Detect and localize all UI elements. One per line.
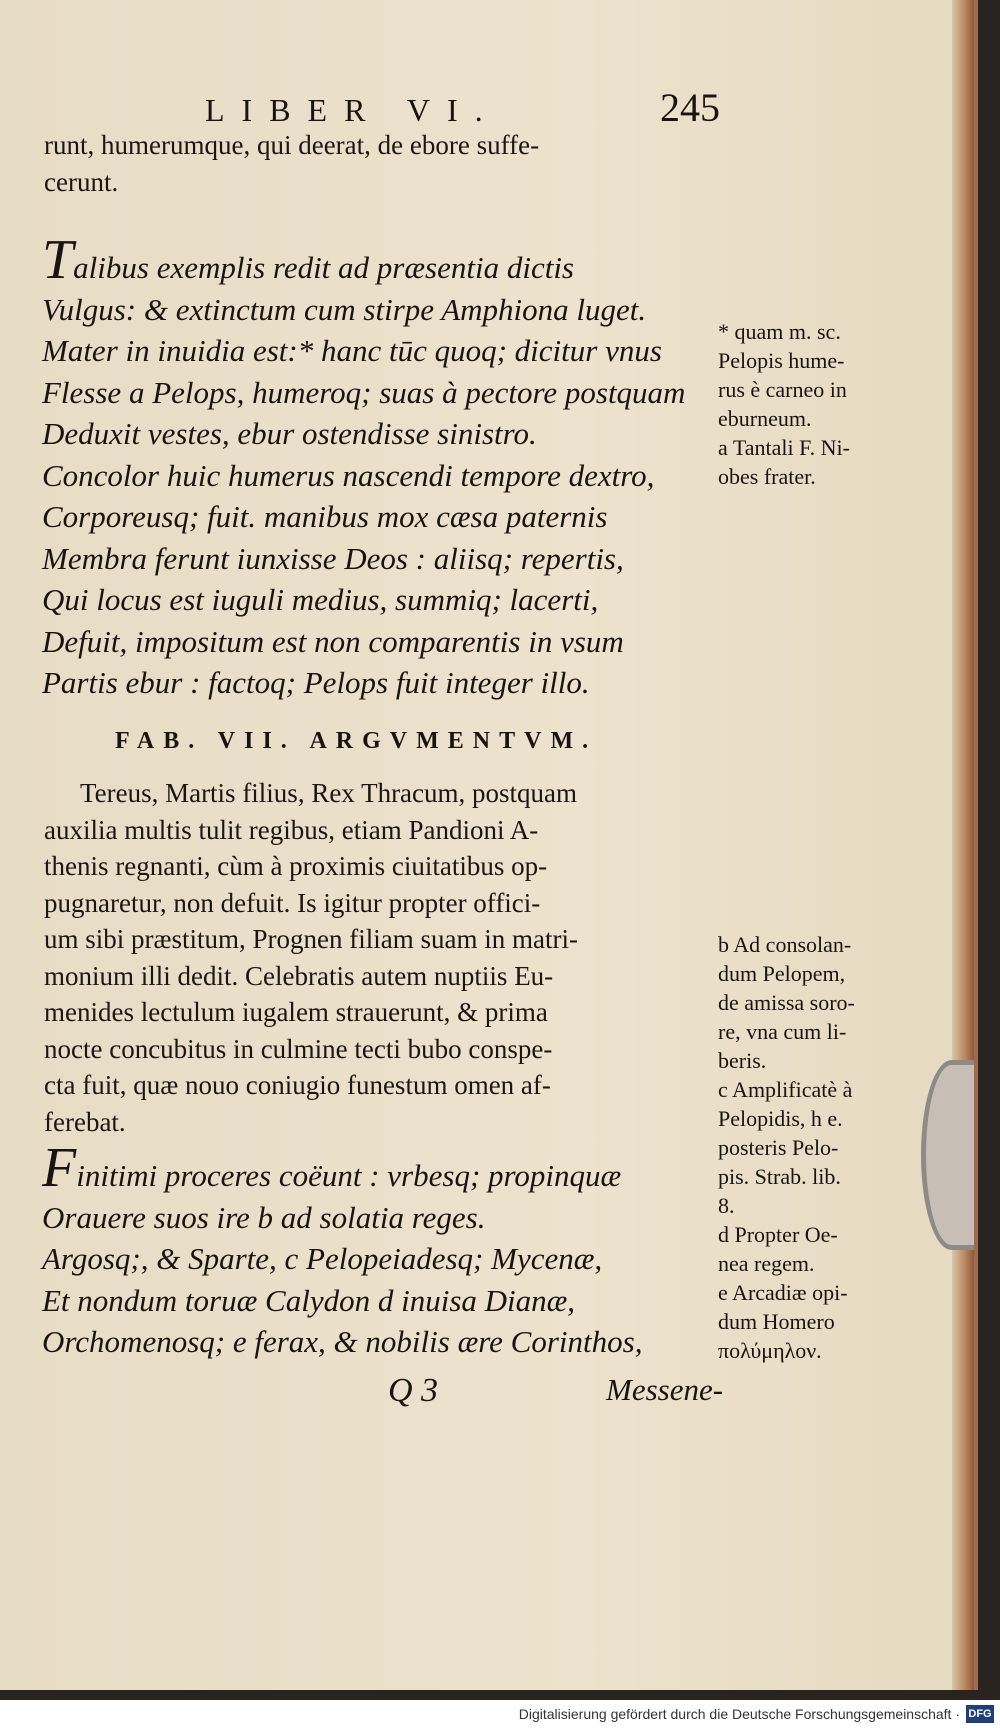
argument-line: nocte concubitus in culmine tecti bubo conspe- — [44, 1033, 553, 1064]
margin-note: pis. Strab. lib. — [718, 1164, 841, 1189]
verse-line: Mater in inuidia est:* hanc tūc quoq; dicitur vnus — [42, 333, 662, 368]
margin-note: dum Pelopem, — [718, 961, 846, 986]
margin-note: dum Homero — [718, 1309, 835, 1334]
margin-note: πολύμηλον. — [718, 1338, 822, 1363]
margin-note: Pelopidis, h e. — [718, 1106, 843, 1131]
argument-line: monium illi dedit. Celebratis autem nuptiis Eu- — [44, 960, 554, 991]
margin-notes-2 — [718, 930, 913, 1365]
page-number: 245 — [660, 85, 720, 130]
verse-line: Et nondum toruæ Calydon d inuisa Dianæ, — [42, 1282, 576, 1318]
margin-note: beris. — [718, 1048, 767, 1073]
argument-line: Tereus, Martis filius, Rex Thracum, postquam — [80, 778, 578, 808]
verse-line: Partis ebur : factoq; Pelops fuit integer illo. — [42, 665, 590, 700]
margin-note: d Propter Oe- — [718, 1222, 838, 1247]
running-head-title: LIBER VI. — [205, 92, 500, 128]
signature-mark: Q 3 — [388, 1372, 439, 1409]
prose-line: cerunt. — [44, 166, 119, 197]
verse-line: Membra ferunt iunxisse Deos : aliisq; repertis, — [42, 540, 624, 576]
argument-line: ferebat. — [44, 1106, 126, 1137]
digitization-credit: Digitalisierung gefördert durch die Deutsche Forschungsgemeinschaft · — [518, 1706, 960, 1722]
argument-line: thenis regnanti, cùm à proximis ciuitatibus op- — [44, 851, 548, 881]
verse-block-1 — [42, 229, 712, 704]
page-clip — [921, 1060, 978, 1250]
margin-note: re, vna cum li- — [718, 1019, 847, 1044]
verse-line-text: alibus exemplis redit ad præsentia dictis — [73, 250, 574, 285]
margin-note: de amissa soro- — [718, 990, 855, 1015]
verse-line — [42, 229, 712, 291]
verse-line: Orchomenosq; e ferax, & nobilis ære Corinthos, — [42, 1324, 643, 1359]
argument-line: pugnaretur, non defuit. Is igitur propter offici- — [44, 887, 541, 918]
verse-line: Qui locus est iuguli medius, summiq; lacerti, — [42, 582, 599, 617]
argument-line: auxilia multis tulit regibus, etiam Pandioni A- — [44, 814, 539, 845]
argument-paragraph — [44, 775, 720, 1140]
argument-line: um sibi præstitum, Prognen filiam suam in matri- — [44, 924, 578, 954]
margin-note: c Amplificatè à — [718, 1077, 853, 1102]
catchword: Messene- — [606, 1372, 724, 1407]
dfg-logo: DFG — [966, 1705, 994, 1723]
verse-line: Corporeusq; fuit. manibus mox cæsa paternis — [42, 499, 608, 534]
verse-line: Orauere suos ire b ad solatia reges. — [42, 1199, 486, 1235]
verse-line: Vulgus: & extinctum cum stirpe Amphiona luget. — [42, 291, 647, 327]
prose-line: runt, humerumque, qui deerat, de ebore suffe- — [44, 130, 540, 160]
verse-line: Defuit, impositum est non comparentis in vsum — [42, 623, 624, 659]
verse-line-text: initimi proceres coëunt : vrbesq; propinquæ — [76, 1158, 622, 1193]
page-edge — [952, 0, 974, 1690]
argument-line: cta fuit, quæ nouo coniugio funestum omen af- — [44, 1070, 551, 1100]
margin-notes-1 — [718, 317, 913, 491]
margin-note: e Arcadiæ opi- — [718, 1280, 848, 1305]
verse-line: Flesse a Pelops, humeroq; suas à pectore postquam — [42, 374, 686, 410]
verse-line — [42, 1137, 712, 1199]
verse-line: Concolor huic humerus nascendi tempore dextro, — [42, 457, 655, 493]
opening-prose — [44, 127, 720, 200]
verse-block-2 — [42, 1137, 712, 1363]
margin-note: 8. — [718, 1193, 735, 1218]
fable-heading: FAB. VII. ARGVMENTVM. — [115, 728, 598, 754]
margin-note: nea regem. — [718, 1251, 815, 1276]
margin-note: b Ad consolan- — [718, 932, 852, 957]
argument-line: menides lectulum iugalem strauerunt, & prima — [44, 997, 548, 1027]
verse-line: Argosq;, & Sparte, c Pelopeiadesq; Mycenæ, — [42, 1241, 603, 1276]
margin-note: posteris Pelo- — [718, 1135, 839, 1160]
dropcap: F — [42, 1137, 77, 1199]
margin-note: rus è carneo in — [718, 377, 847, 402]
margin-note: Pelopis hume- — [718, 348, 845, 373]
margin-note: a Tantali F. Ni- — [718, 435, 850, 460]
margin-note: eburneum. — [718, 406, 812, 431]
dropcap: T — [42, 229, 74, 291]
margin-note: obes frater. — [718, 464, 816, 489]
verse-line: Deduxit vestes, ebur ostendisse sinistro. — [42, 416, 537, 451]
margin-note: * quam m. sc. — [718, 319, 841, 344]
